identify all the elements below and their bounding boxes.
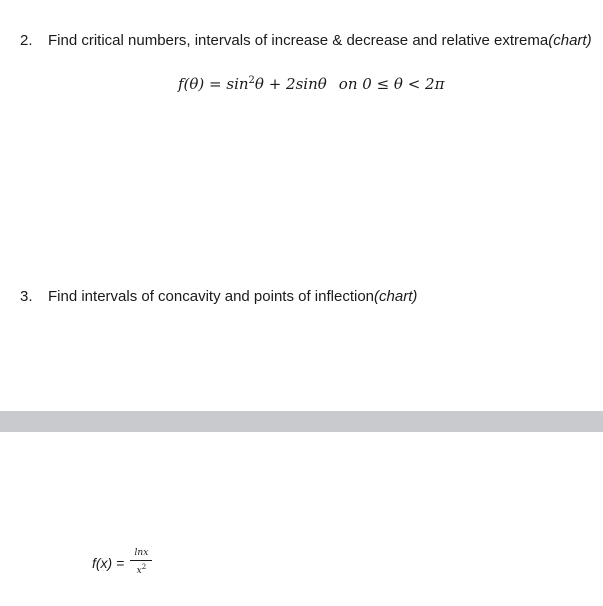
question-3-number: 3. bbox=[20, 288, 33, 305]
question-3 bbox=[20, 288, 417, 306]
question-2 bbox=[20, 32, 592, 50]
fraction-denominator bbox=[135, 562, 149, 577]
equation-lhs: f(θ) = sin bbox=[178, 75, 249, 93]
question-2-hint: (chart) bbox=[548, 32, 592, 49]
question-3-hint: (chart) bbox=[374, 288, 418, 305]
function-equals: = bbox=[116, 554, 125, 571]
question-3-text: Find intervals of concavity and points of inflection bbox=[48, 288, 375, 305]
fraction-numerator: lnx bbox=[134, 548, 149, 558]
equation-rhs: θ + 2sinθ bbox=[254, 75, 327, 93]
equation-exponent: 2 bbox=[248, 75, 255, 86]
question-3-function bbox=[92, 548, 152, 577]
equation-domain: on 0 ≤ θ < 2π bbox=[338, 75, 445, 93]
question-2-number: 2. bbox=[20, 32, 33, 49]
denominator-exponent: 2 bbox=[141, 563, 147, 571]
function-label: f(x) bbox=[92, 554, 113, 571]
fraction-bar bbox=[130, 560, 152, 561]
page-divider bbox=[0, 411, 603, 432]
question-2-equation bbox=[178, 71, 444, 94]
denominator-base: x bbox=[136, 566, 142, 576]
question-2-text: Find critical numbers, intervals of increase & decrease and relative extrema bbox=[48, 32, 549, 49]
function-fraction bbox=[130, 548, 152, 577]
